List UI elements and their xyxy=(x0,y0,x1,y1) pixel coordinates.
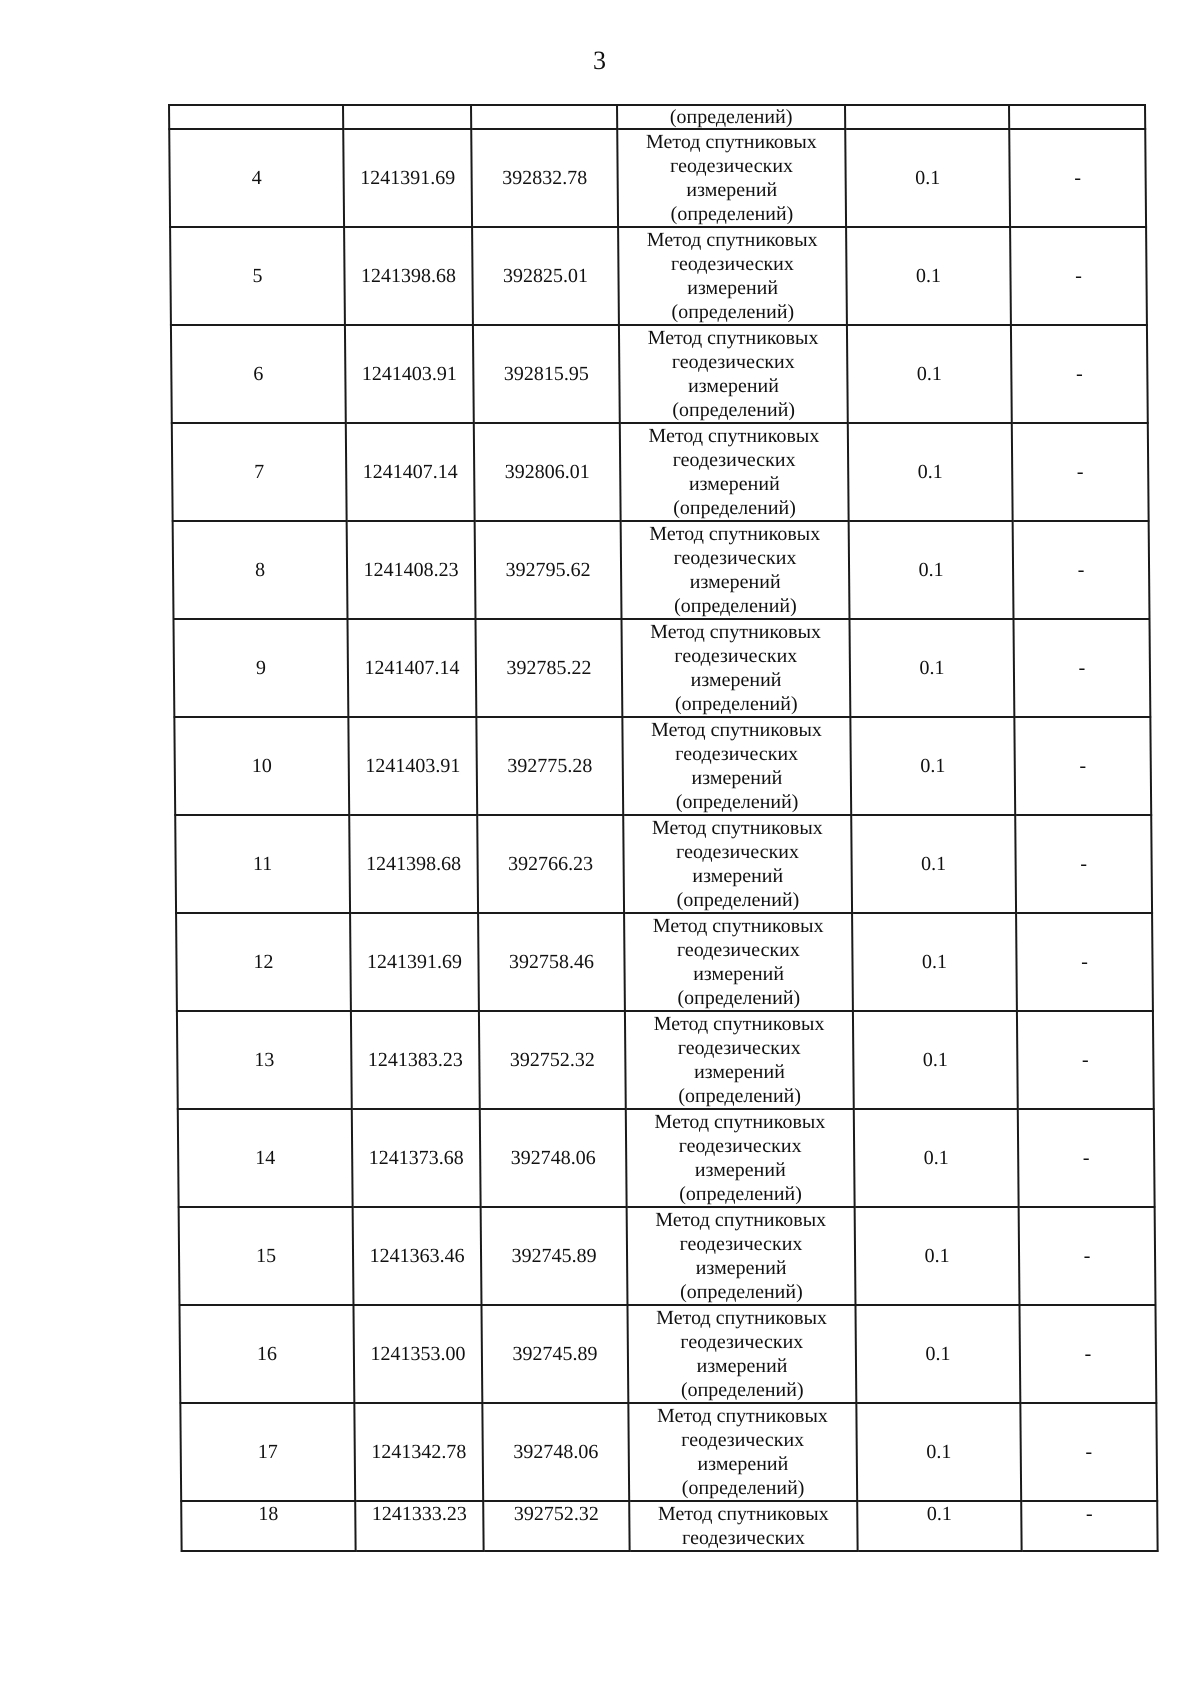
cell-y: 392785.22 xyxy=(475,619,622,717)
coordinates-table xyxy=(168,104,1159,1552)
table-row xyxy=(169,129,1146,227)
table-row xyxy=(173,619,1150,717)
cell-accuracy: 0.1 xyxy=(848,423,1013,521)
cell-x: 1241363.46 xyxy=(353,1207,482,1305)
method-line: геодезических xyxy=(681,1527,806,1549)
method-line: геодезических xyxy=(673,547,797,569)
cell-point-number: 17 xyxy=(180,1403,355,1501)
cell-method xyxy=(622,717,851,815)
cell-method xyxy=(627,1305,856,1403)
table-body xyxy=(169,105,1158,1551)
cell-accuracy: 0.1 xyxy=(851,815,1016,913)
table-row xyxy=(170,227,1147,325)
cell-y: 392752.32 xyxy=(483,1501,629,1551)
cell-point-number: 10 xyxy=(174,717,349,815)
method-line: Метод спутниковых xyxy=(648,425,820,447)
method-line: измерений xyxy=(695,1257,787,1279)
method-line: геодезических xyxy=(676,939,800,961)
cell-point-number: 16 xyxy=(179,1305,354,1403)
method-line: геодезических xyxy=(679,1233,803,1255)
cell-x: 1241398.68 xyxy=(349,815,478,913)
cell-accuracy: 0.1 xyxy=(850,717,1015,815)
cell-accuracy: 0.1 xyxy=(855,1207,1020,1305)
cell-point-number: 7 xyxy=(172,423,347,521)
cell-y: 392832.78 xyxy=(471,129,618,227)
method-line: Метод спутниковых xyxy=(646,229,818,251)
cell-method xyxy=(628,1403,857,1501)
method-line: (определений) xyxy=(679,1281,803,1303)
cell-y: 392815.95 xyxy=(473,325,620,423)
cell-note: - xyxy=(1017,1011,1154,1109)
method-line: измерений xyxy=(687,375,779,397)
method-line: (определений) xyxy=(674,693,798,715)
cell-x: 1241391.69 xyxy=(343,129,472,227)
method-line: геодезических xyxy=(670,253,794,275)
cell-x: 1241391.69 xyxy=(350,913,479,1011)
cell-method xyxy=(624,913,853,1011)
method-line: измерений xyxy=(692,865,784,887)
method-line: Метод спутниковых xyxy=(657,1503,829,1525)
cell-point-number: 11 xyxy=(175,815,350,913)
table-row xyxy=(181,1501,1157,1551)
cell-x: 1241373.68 xyxy=(352,1109,481,1207)
cell-note: - xyxy=(1013,619,1150,717)
cell-accuracy: 0.1 xyxy=(849,619,1014,717)
method-line: геодезических xyxy=(675,841,800,863)
method-line: (определений) xyxy=(676,889,800,911)
cell-x xyxy=(343,105,471,129)
method-line: Метод спутниковых xyxy=(656,1307,828,1329)
table-row xyxy=(171,325,1148,423)
continuation-row xyxy=(169,105,1145,129)
cell-y: 392752.32 xyxy=(479,1011,626,1109)
method-line: измерений xyxy=(690,669,782,691)
cell-note: - xyxy=(1013,521,1150,619)
cell-accuracy: 0.1 xyxy=(857,1501,1021,1551)
cell-y: 392766.23 xyxy=(477,815,624,913)
method-line: Метод спутниковых xyxy=(653,1013,825,1035)
cell-point-number: 8 xyxy=(173,521,348,619)
table-row xyxy=(180,1403,1157,1501)
cell-point-number: 15 xyxy=(179,1207,354,1305)
cell-point-number: 13 xyxy=(177,1011,352,1109)
cell-x: 1241333.23 xyxy=(355,1501,483,1551)
method-line: измерений xyxy=(689,571,781,593)
cell-note: - xyxy=(1016,913,1153,1011)
cell-x: 1241403.91 xyxy=(345,325,474,423)
cell-y: 392795.62 xyxy=(475,521,622,619)
cell-method xyxy=(626,1109,855,1207)
table-row xyxy=(173,521,1150,619)
cell-method xyxy=(620,423,849,521)
method-line: Метод спутниковых xyxy=(645,131,817,153)
method-line: геодезических xyxy=(671,351,795,373)
cell-x: 1241398.68 xyxy=(344,227,473,325)
cell-point-number: 12 xyxy=(176,913,351,1011)
cell-method xyxy=(629,1501,857,1551)
method-line: Метод спутниковых xyxy=(654,1111,826,1133)
table-row xyxy=(179,1207,1156,1305)
cell-x: 1241383.23 xyxy=(351,1011,480,1109)
cell-note: - xyxy=(1010,227,1147,325)
cell-note: - xyxy=(1014,717,1151,815)
cell-accuracy: 0.1 xyxy=(854,1109,1019,1207)
cell-method: (определений) xyxy=(617,105,845,129)
method-line: (определений) xyxy=(673,595,797,617)
cell-accuracy: 0.1 xyxy=(849,521,1014,619)
method-line: геодезических xyxy=(677,1037,801,1059)
cell-accuracy: 0.1 xyxy=(853,1011,1018,1109)
cell-method xyxy=(621,521,850,619)
cell-note: - xyxy=(1009,129,1146,227)
cell-point-number: 4 xyxy=(169,129,344,227)
table-row xyxy=(175,815,1152,913)
cell-note: - xyxy=(1020,1403,1157,1501)
cell-y xyxy=(471,105,617,129)
table-row xyxy=(178,1109,1155,1207)
cell-method xyxy=(625,1011,854,1109)
method-line: (определений) xyxy=(678,1085,802,1107)
table-row xyxy=(176,913,1153,1011)
cell-accuracy: 0.1 xyxy=(852,913,1017,1011)
method-line: измерений xyxy=(694,1159,786,1181)
cell-point-number: 14 xyxy=(178,1109,353,1207)
cell-point-number: 6 xyxy=(171,325,346,423)
cell-x: 1241353.00 xyxy=(353,1305,482,1403)
method-line: Метод спутниковых xyxy=(649,523,821,545)
method-line: Метод спутниковых xyxy=(655,1209,827,1231)
cell-accuracy xyxy=(845,105,1009,129)
cell-point-number: 9 xyxy=(173,619,348,717)
table-row xyxy=(172,423,1149,521)
method-line: измерений xyxy=(691,767,783,789)
cell-y: 392775.28 xyxy=(476,717,623,815)
method-line: геодезических xyxy=(675,743,799,765)
cell-x: 1241407.14 xyxy=(347,619,476,717)
cell-x: 1241408.23 xyxy=(347,521,476,619)
method-line: измерений xyxy=(686,179,778,201)
cell-point-number: 5 xyxy=(170,227,345,325)
method-line: Метод спутниковых xyxy=(647,327,819,349)
method-line: (определений) xyxy=(675,791,799,813)
cell-x: 1241407.14 xyxy=(346,423,475,521)
method-line: (определений) xyxy=(677,987,801,1009)
method-line: измерений xyxy=(693,1061,785,1083)
method-line: (определений) xyxy=(679,1183,802,1205)
cell-x: 1241342.78 xyxy=(354,1403,483,1501)
cell-note: - xyxy=(1019,1207,1156,1305)
cell-note: - xyxy=(1011,325,1148,423)
method-line: геодезических xyxy=(678,1135,802,1157)
cell-point-number: 18 xyxy=(181,1501,355,1551)
cell-note: - xyxy=(1012,423,1149,521)
cell-method xyxy=(617,129,846,227)
cell-method xyxy=(623,815,852,913)
cell-y: 392748.06 xyxy=(480,1109,627,1207)
page-number: 3 xyxy=(593,46,607,75)
cell-note xyxy=(1009,105,1145,129)
method-line: (определений) xyxy=(673,497,796,519)
method-line: Метод спутниковых xyxy=(651,817,823,839)
cell-accuracy: 0.1 xyxy=(856,1403,1021,1501)
cell-y: 392748.06 xyxy=(482,1403,629,1501)
method-line: геодезических xyxy=(681,1429,805,1451)
table-row xyxy=(177,1011,1154,1109)
method-line: (определений) xyxy=(670,203,794,225)
cell-note: - xyxy=(1018,1109,1155,1207)
cell-x: 1241403.91 xyxy=(348,717,477,815)
cell-accuracy: 0.1 xyxy=(845,129,1010,227)
method-line: измерений xyxy=(687,277,779,299)
method-line: геодезических xyxy=(670,155,794,177)
cell-note: - xyxy=(1015,815,1152,913)
method-line: геодезических xyxy=(680,1331,804,1353)
cell-y: 392758.46 xyxy=(478,913,625,1011)
table-row xyxy=(174,717,1151,815)
cell-accuracy: 0.1 xyxy=(855,1305,1020,1403)
cell-note: - xyxy=(1021,1501,1157,1551)
method-line: Метод спутниковых xyxy=(656,1405,828,1427)
cell-method xyxy=(621,619,850,717)
cell-method xyxy=(618,227,847,325)
method-line: Метод спутниковых xyxy=(652,915,824,937)
method-line: (определений) xyxy=(672,399,796,421)
cell-y: 392745.89 xyxy=(481,1305,628,1403)
method-line: измерений xyxy=(693,963,785,985)
cell-method xyxy=(619,325,848,423)
table-row xyxy=(179,1305,1156,1403)
method-line: Метод спутниковых xyxy=(650,719,822,741)
method-line: (определений) xyxy=(681,1477,805,1499)
method-line: (определений) xyxy=(671,301,795,323)
method-line: измерений xyxy=(696,1355,788,1377)
cell-accuracy: 0.1 xyxy=(847,325,1012,423)
cell-method xyxy=(627,1207,856,1305)
cell-point-number xyxy=(169,105,343,129)
method-line: Метод спутниковых xyxy=(650,621,822,643)
method-line: (определений) xyxy=(680,1379,804,1401)
method-line: измерений xyxy=(688,473,780,495)
cell-y: 392825.01 xyxy=(472,227,619,325)
method-line: измерений xyxy=(697,1453,789,1475)
method-line: геодезических xyxy=(672,449,796,471)
cell-y: 392806.01 xyxy=(474,423,621,521)
method-line: геодезических xyxy=(674,645,798,667)
cell-y: 392745.89 xyxy=(481,1207,628,1305)
cell-note: - xyxy=(1019,1305,1156,1403)
cell-accuracy: 0.1 xyxy=(846,227,1011,325)
